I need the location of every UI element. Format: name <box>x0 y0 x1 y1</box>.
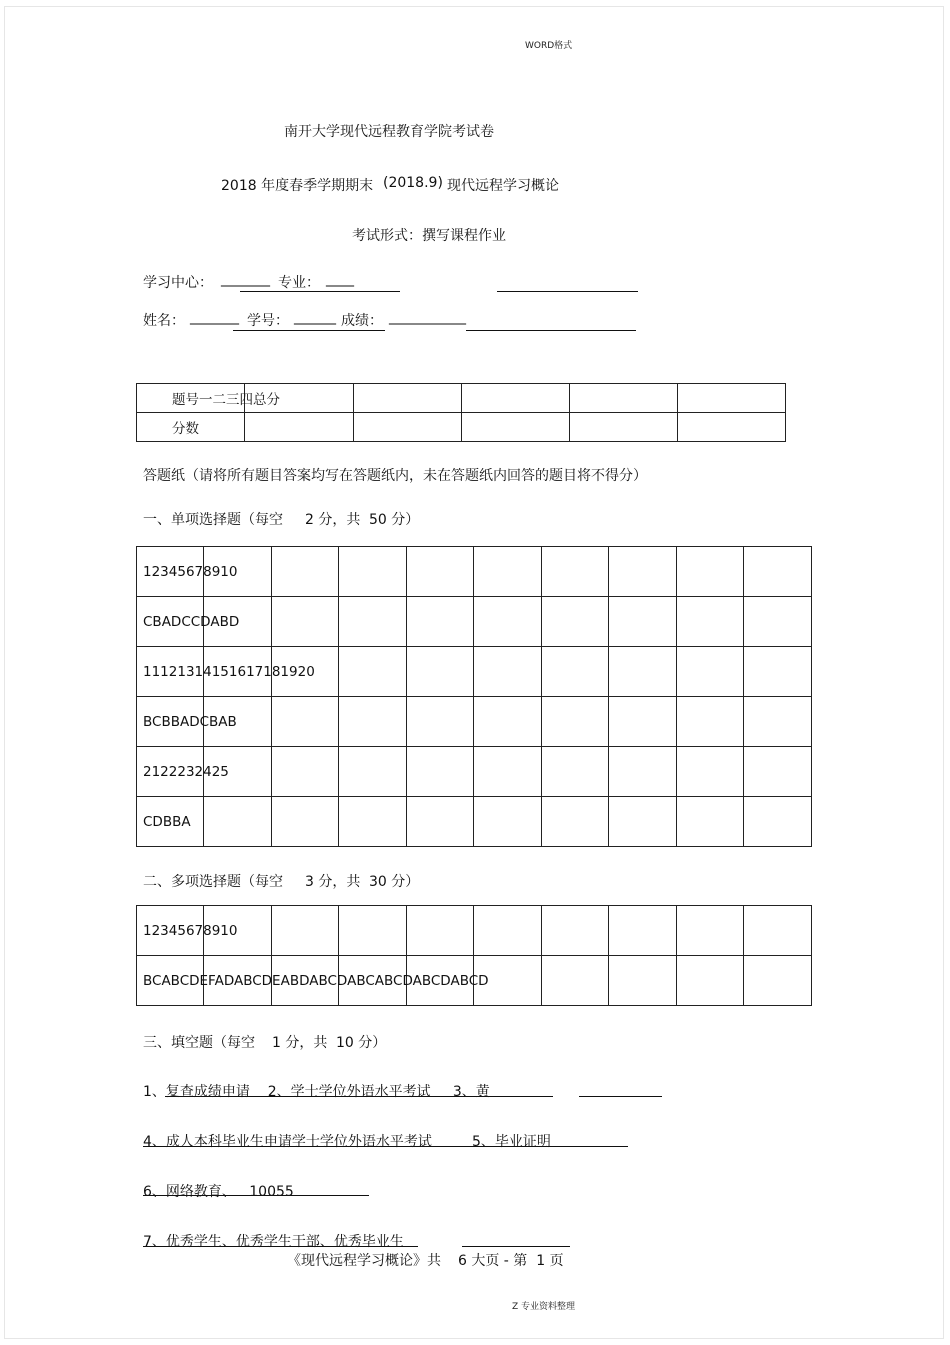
section2-heading-a: 二、多项选择题（每空 <box>143 874 283 890</box>
fill-answer-5: 5、毕业证明 <box>472 1134 551 1150</box>
answer-note: 答题纸（请将所有题目答案均写在答题纸内，未在答题纸内回答的题目将不得分） <box>143 468 647 484</box>
student-id-blank[interactable]: ______ <box>294 309 336 325</box>
fill-answer-4: 4、成人本科毕业生申请学士学位外语水平考试 <box>143 1134 432 1150</box>
grade-underline <box>466 330 636 331</box>
section1-heading-a: 一、单项选择题（每空 <box>143 512 283 528</box>
answer-row-cell <box>137 797 204 847</box>
single-row-4: BCBBADCBAB <box>143 713 237 730</box>
section3-heading-a: 三、填空题（每空 <box>143 1035 255 1051</box>
section3-heading-b: 1 分，共 <box>272 1035 328 1051</box>
semester-date: (2018.9) <box>383 175 443 191</box>
semester-term: 2018 年度春季学期期末 <box>221 178 374 194</box>
fill-underline <box>165 1096 553 1097</box>
name-underline <box>233 330 385 331</box>
single-row-6: CDBBA <box>143 813 191 830</box>
fill-underline <box>579 1096 662 1097</box>
multi-row-2: BCABCDEFADABCDEABDABCDABCABCDABCDABCD <box>143 972 489 989</box>
score-label-cell <box>137 413 245 442</box>
footer-note: Z 专业资料整理 <box>512 1302 576 1312</box>
score-cell[interactable] <box>678 384 786 413</box>
answer-row-cell <box>137 906 238 956</box>
fill-underline <box>143 1195 369 1196</box>
single-row-3: 11121314151617181920 <box>143 663 315 680</box>
major-blank[interactable]: ____ <box>326 271 354 287</box>
name-blank[interactable]: _______ <box>190 309 239 325</box>
center-blank[interactable]: _______ <box>221 271 270 287</box>
fill-answer-7: 7、优秀学生、优秀学生干部、优秀毕业生 <box>143 1234 404 1250</box>
score-table <box>136 383 786 442</box>
student-id-label: 学号： <box>247 313 289 329</box>
multiple-choice-table <box>136 905 812 1006</box>
answer-row-cell <box>137 597 240 647</box>
section2-heading-c: 30 分） <box>369 874 420 890</box>
score-header-text: 题号一二三四总分 <box>172 392 280 408</box>
footer-course: 《现代远程学习概论》共 <box>287 1253 441 1269</box>
major-underline <box>497 291 638 292</box>
fill-underline <box>462 1246 570 1247</box>
section3-heading-c: 10 分） <box>336 1035 387 1051</box>
single-choice-table <box>136 546 812 847</box>
score-cell[interactable] <box>462 384 570 413</box>
footer-page-number: 6 大页 - 第 1 页 <box>458 1253 564 1269</box>
multi-row-1: 12345678910 <box>143 922 238 939</box>
center-label: 学习中心： <box>143 275 213 291</box>
name-label: 姓名： <box>143 313 185 329</box>
course-name: 现代远程学习概论 <box>447 178 559 194</box>
answer-row-cell <box>137 956 489 1006</box>
score-cell[interactable] <box>354 413 462 442</box>
answer-row-cell <box>137 747 229 797</box>
score-header-cell <box>137 384 280 413</box>
score-cell[interactable] <box>570 413 678 442</box>
score-cell[interactable] <box>678 413 786 442</box>
grade-blank[interactable]: ___________ <box>389 309 466 325</box>
fill-answer-1-3: 1、复查成绩申请 2、学士学位外语水平考试 3、黄 <box>143 1084 490 1100</box>
fill-underline <box>143 1246 418 1247</box>
fill-answer-6: 6、网络教育、 10055 <box>143 1184 294 1200</box>
score-cell[interactable] <box>570 384 678 413</box>
fill-underline <box>143 1146 628 1147</box>
answer-row-cell <box>137 547 238 597</box>
exam-form: 考试形式：撰写课程作业 <box>352 228 506 244</box>
single-row-5: 2122232425 <box>143 763 229 780</box>
single-row-2: CBADCCDABD <box>143 613 240 630</box>
header-watermark: WORD格式 <box>525 41 573 51</box>
answer-row-cell <box>137 647 315 697</box>
single-row-1: 12345678910 <box>143 563 238 580</box>
grade-label: 成绩： <box>341 313 383 329</box>
section1-heading-b: 2 分，共 <box>305 512 361 528</box>
center-underline <box>240 291 400 292</box>
section2-heading-b: 3 分，共 <box>305 874 361 890</box>
score-cell[interactable] <box>462 413 570 442</box>
exam-title: 南开大学现代远程教育学院考试卷 <box>284 124 494 140</box>
major-label: 专业： <box>278 275 320 291</box>
section1-heading-c: 50 分） <box>369 512 420 528</box>
score-cell[interactable] <box>245 413 354 442</box>
answer-row-cell <box>137 697 237 747</box>
score-cell[interactable] <box>354 384 462 413</box>
score-label-text: 分数 <box>172 421 199 437</box>
